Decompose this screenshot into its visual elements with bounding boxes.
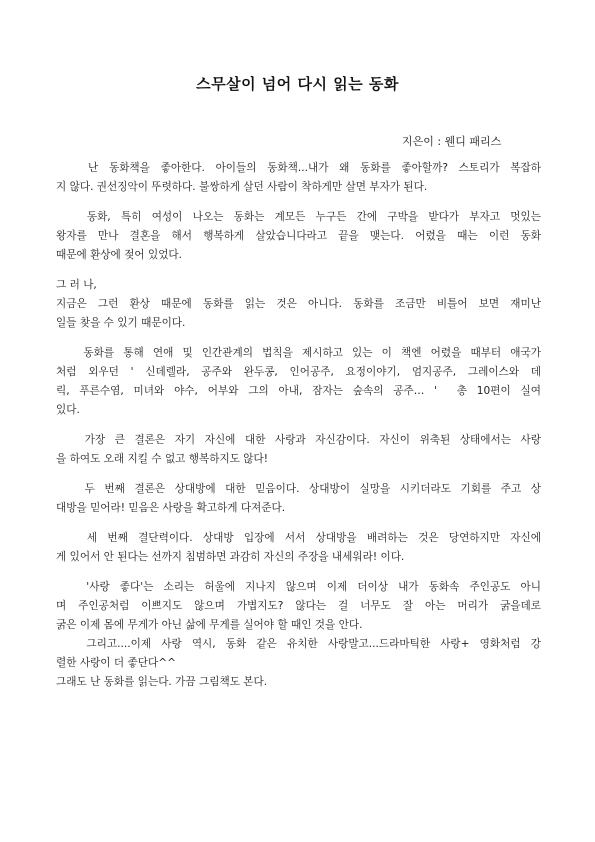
text-line: 그리고....이제 사랑 역시, 동화 같은 유치한 사랑말고...드라마틱한 사랑+ 영화처럼 강 bbox=[56, 638, 541, 650]
paragraph-7 bbox=[56, 529, 541, 567]
text-line: 동화, 특히 여성이 나오는 동화는 계모든 누구든 간에 구박을 받다가 부자고 멋있는 bbox=[56, 211, 541, 223]
paragraph-gap bbox=[56, 567, 541, 578]
paragraph-gap bbox=[56, 197, 541, 208]
text-line: 두 번째 결론은 상대방에 대한 믿음이다. 상대방이 실망을 시키더라도 기회를 주고 상 bbox=[56, 483, 541, 495]
paragraph-gap bbox=[56, 518, 541, 529]
text-line: 가장 큰 결론은 자기 자신에 대한 사랑과 자신감이다. 자신이 위축된 상태에서는 사랑 bbox=[56, 434, 541, 446]
text-line: 일들 찾을 수 있기 때문이다. bbox=[56, 317, 186, 329]
text-line: 그래도 난 동화를 읽는다. 가끔 그림책도 본다. bbox=[56, 676, 268, 688]
paragraph-3 bbox=[56, 276, 541, 333]
text-line: 있다. bbox=[56, 404, 80, 416]
paragraph-5 bbox=[56, 431, 541, 469]
text-line: 난 동화책을 좋아한다. 아이들의 동화책...내가 왜 동화를 좋아할까? 스토리가 복잡하 bbox=[56, 162, 541, 174]
paragraph-gap bbox=[56, 333, 541, 344]
text-line: 을 하여도 오래 지킬 수 없고 행복하지도 않다! bbox=[56, 453, 269, 465]
text-line: 처럼 외우던 ' 신데렐라, 공주와 완두콩, 인어공주, 요정이야기, 엄지공주, 그레이스와 데 bbox=[56, 366, 541, 378]
text-line: 며 주인공처럼 이쁘지도 않으며 가볍지도? 않다는 걸 너무도 잘 아는 머리가 굵을데로 bbox=[56, 600, 541, 612]
text-line: 지금은 그런 환상 때문에 동화를 읽는 것은 아니다. 동화를 조금만 비틀어 보면 재미난 bbox=[56, 298, 541, 310]
text-line: 대방을 믿어라! 믿음은 사랑을 확고하게 다져준다. bbox=[56, 502, 286, 514]
text-line: 지 않다. 권선징악이 뚜렷하다. 불쌍하게 살던 사람이 착하게만 살면 부자가 된다. bbox=[56, 181, 428, 193]
text-line: 굵은 이제 몸에 무게가 아닌 삶에 무게를 실어야 할 때인 것을 안다. bbox=[56, 619, 363, 631]
paragraph-6 bbox=[56, 480, 541, 518]
text-line: 왕자를 만나 결혼을 해서 행복하게 살았습니다라고 끝을 맺는다. 어렸을 때는 이런 동화 bbox=[56, 230, 541, 242]
text-line: 릭, 푸른수염, 미녀와 야수, 어부와 그의 아내, 잠자는 숲속의 공주… ' 총 10편이 실여 bbox=[56, 385, 541, 397]
document-title: 스무살이 넘어 다시 읽는 동화 bbox=[196, 75, 399, 93]
text-line: '사랑 좋다'는 소리는 허울에 지나지 않으며 이제 더이상 내가 동화속 주인공도 아니 bbox=[56, 581, 541, 593]
text-line: 때문에 환상에 젖어 있었다. bbox=[56, 249, 183, 261]
paragraph-4 bbox=[56, 344, 541, 420]
paragraph-gap bbox=[56, 469, 541, 480]
document-body bbox=[56, 159, 541, 692]
paragraph-gap bbox=[56, 265, 541, 276]
paragraph-gap bbox=[56, 420, 541, 431]
paragraph-2 bbox=[56, 208, 541, 265]
text-line: 게 있어서 안 된다는 선까지 침범하면 과감히 자신의 주장을 내세워라! 이다. bbox=[56, 551, 405, 563]
paragraph-8 bbox=[56, 578, 541, 692]
text-line: 그 러 나, bbox=[56, 279, 97, 291]
text-line: 렬한 사랑이 더 좋단다^^ bbox=[56, 657, 176, 669]
paragraph-1 bbox=[56, 159, 541, 197]
text-line: 세 번째 결단력이다. 상대방 입장에 서서 상대방을 배려하는 것은 당연하지만 자신에 bbox=[56, 532, 541, 544]
author-line: 지은이 : 웬디 패리스 bbox=[402, 135, 502, 148]
text-line: 동화를 통해 연애 및 인간관계의 법칙을 제시하고 있는 이 책엔 어렸을 때부터 애국가 bbox=[56, 347, 541, 359]
